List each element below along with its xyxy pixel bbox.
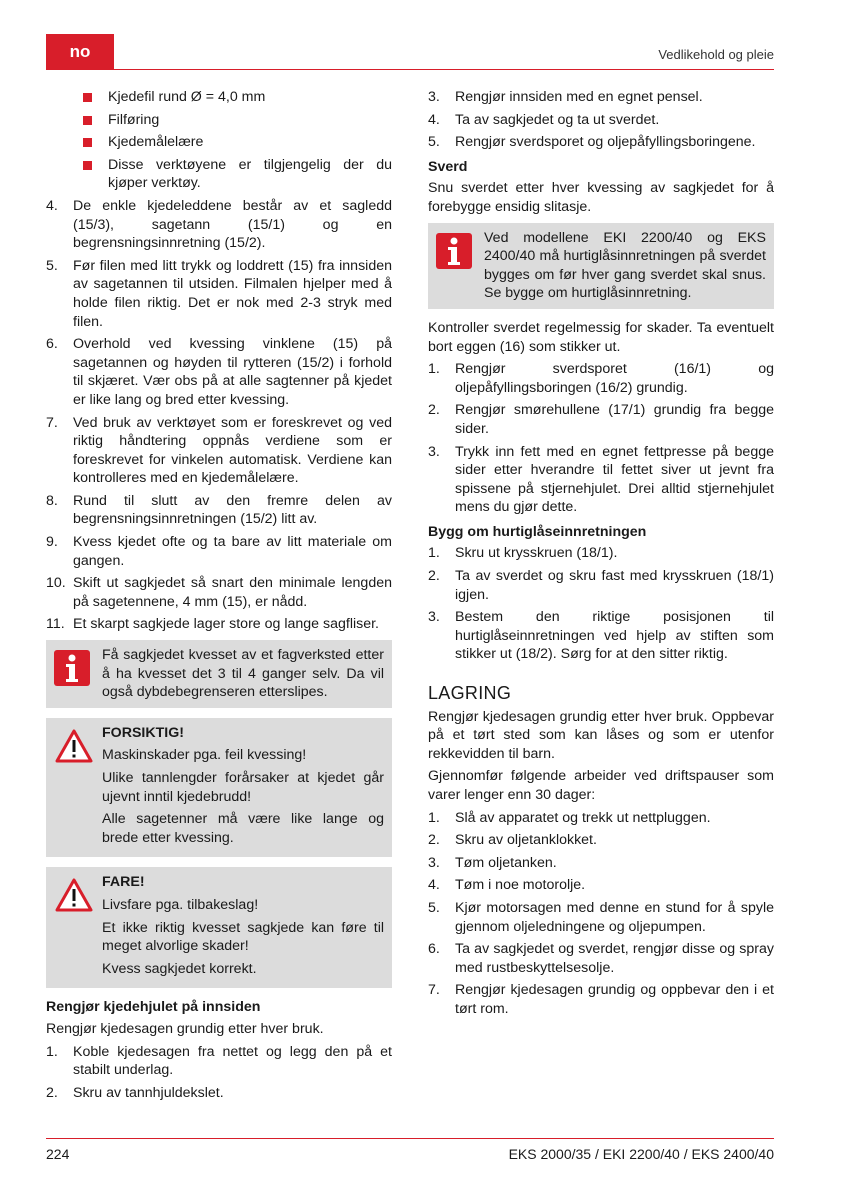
step-item: 4. Tøm i noe motorolje. [428,877,586,894]
sverd-text: Snu sverdet etter hver kvessing av sagkjedet for å forebygge ensidig slitasje. [428,180,774,215]
bullet-item: Filføring [46,111,392,130]
step-item: 2. Ta av sverdet og skru fast med krysskruen (18/1) igjen. [428,568,774,603]
danger-box: FARE! Livsfare pga. tilbakeslag! Et ikke riktig kvesset sagkjede kan føre til meget alvorlige skader! Kvess sagkjedet korrekt. [46,867,392,988]
step-item: 3. Trykk inn fett med en egnet fettpresse på begge sider etter hverandre til fettet siver ut jevnt fra spissene på stjernehjulet. Drei alltid stjernehjulet mens du gjør dette. [428,443,774,516]
step-item: 1. Skru ut krysskruen (18/1). [428,545,618,562]
step-item: 2. Skru av oljetanklokket. [428,832,597,849]
step-item: 8. Rund til slutt av den fremre delen av begrensningsinnretningen (15/2) litt av. [46,492,392,528]
header-divider [46,69,774,70]
step-item: 4. De enkle kjedeleddene består av et sagledd (15/3), sagetann (15/1) og en begrensningsinnretning (15/2). [46,197,392,252]
section-title: Vedlikehold og pleie [658,47,774,62]
footer-models: EKS 2000/35 / EKI 2200/40 / EKS 2400/40 [508,1146,774,1162]
bullet-item: Kjedefil rund Ø = 4,0 mm [46,88,392,107]
step-item: 1. Koble kjedesagen fra nettet og legg den på et stabilt underlag. [46,1043,392,1079]
bullet-square-icon [83,116,92,125]
lock-heading: Bygg om hurtiglåseinnretningen [428,523,647,540]
step-item: 3. Rengjør innsiden med en egnet pensel. [428,89,703,105]
language-tab: no [46,34,114,70]
storage-heading: LAGRING [428,683,512,704]
sverd-heading: Sverd [428,158,468,175]
storage-text-1: Rengjør kjedesagen grundig etter hver bruk. Oppbevar på et tørt sted som kan låses og som er utenfor rekkevidden til barn. [428,708,774,762]
caution-title: FORSIKTIG! [102,724,184,741]
info-box: Ved modellene EKI 2200/40 og EKS 2400/40 må hurtiglåsinnretningen på sverdet bygges om før hver gang sverdet skal snus. Se bygge om hurtiglåsinnretning. [428,223,774,309]
step-item: 10. Skift ut sagkjedet så snart den minimale lengden på sagetennene, 4 mm (15), er nådd. [46,575,392,610]
step-item: 6. Ta av sagkjedet og sverdet, rengjør disse og spray med rustbeskyttelsesolje. [428,941,774,976]
step-item: 11. Et skarpt sagkjede lager store og lange sagfliser. [46,616,379,633]
info-icon [54,650,90,692]
step-item: 1. Slå av apparatet og trekk ut nettpluggen. [428,809,711,826]
step-item: 9. Kvess kjedet ofte og ta bare av litt materiale om gangen. [46,534,392,569]
step-item: 1. Rengjør sverdsporet (16/1) og oljepåfyllingsboringen (16/2) grundig. [428,361,774,396]
step-item: 5. Kjør motorsagen med denne en stund for å spyle gjennom oljeledningene og oljepumpen. [428,899,774,935]
bullet-square-icon [83,93,92,102]
step-item: 5. Rengjør sverdsporet og oljepåfyllingsboringene. [428,134,756,151]
page-number: 224 [46,1146,70,1162]
right-column [428,88,774,1023]
step-item: 3. Tøm oljetanken. [428,854,557,871]
wheel-heading: Rengjør kjedehjulet på innsiden [46,999,261,1016]
step-item: 4. Ta av sagkjedet og ta ut sverdet. [428,111,660,128]
step-item: 2. Rengjør smørehullene (17/1) grundig fra begge sider. [428,402,774,437]
bullet-square-icon [83,138,92,147]
danger-title: FARE! [102,874,145,891]
step-item: 2. Skru av tannhjuldekslet. [46,1084,224,1101]
warning-triangle-icon [54,877,94,919]
bullet-item: Disse verktøyene er tilgjengelig der du kjøper verktøy. [46,156,392,193]
step-item: 7. Rengjør kjedesagen grundig og oppbevar den i et tørt rom. [428,982,774,1017]
step-item: 3. Bestem den riktige posisjonen til hurtiglåseinnretningen ved hjelp av stiften som stikker ut (18/2). Sørg for at den sitter riktig. [428,609,774,663]
sverd-text-2: Kontroller sverdet regelmessig for skader. Ta eventuelt bort eggen (16) som stikker ut. [428,319,774,355]
wheel-intro: Rengjør kjedesagen grundig etter hver bruk. [46,1020,324,1037]
storage-text-2: Gjennomfør følgende arbeider ved driftspauser som varer lenger enn 30 dager: [428,768,774,803]
step-item: 5. Før filen med litt trykk og loddrett (15) fra innsiden av sagetannen til utsiden. Filmalen hjelper med å holde filen riktig. Det er nok med 2-3 stryk med filen. [46,257,392,330]
warning-triangle-icon [54,728,94,770]
bullet-square-icon [83,161,92,170]
info-box: Få sagkjedet kvesset av et fagverksted etter å ha kvesset det 3 til 4 ganger selv. Da vil også dybdebegrenseren etterslipes. [46,640,392,708]
caution-box: FORSIKTIG! Maskinskader pga. feil kvessing! Ulike tannlengder forårsaker at kjedet går ujevnt inntil kjedebrudd! Alle sagetenner må være like lange og brede etter kvessing. [46,718,392,858]
step-item: 6. Overhold ved kvessing vinklene (15) på sagetannen og høyden til rytteren (15/2) i forhold til skjæret. Vær obs på at alle sagtenner på kjedet er like lang og bred etter kvessing. [46,336,392,408]
bullet-item: Kjedemålelære [46,133,392,152]
info-icon [436,233,472,275]
left-column [46,88,392,1106]
step-item: 7. Ved bruk av verktøyet som er foreskrevet og ved riktig håndtering oppnås verdiene som er foreskrevet for vinkelen automatisk. Verdiene kan kontrolleres med en kjedemålelære. [46,414,392,487]
footer-divider [46,1138,774,1139]
